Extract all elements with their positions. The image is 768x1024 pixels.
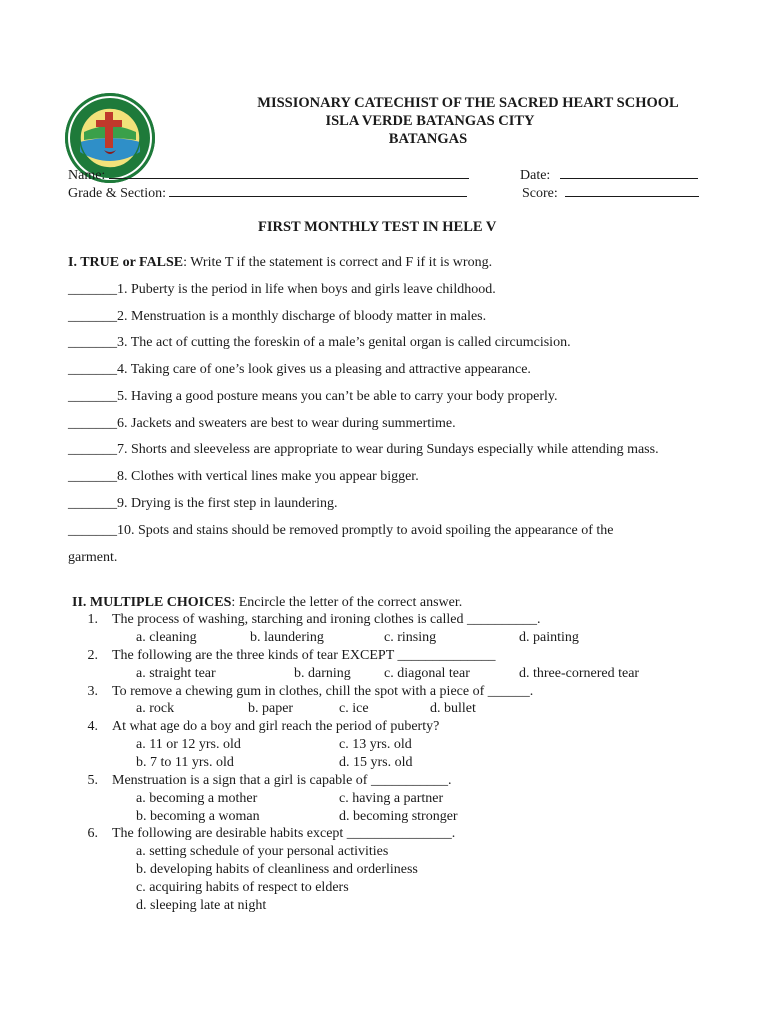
answer-blank[interactable]: _______ [68, 496, 117, 511]
q6-option-d[interactable]: d. sleeping late at night [136, 898, 267, 913]
name-field[interactable] [109, 166, 469, 179]
question-number: 5. [87, 773, 98, 788]
q3-option-a[interactable]: a. rock [136, 701, 175, 716]
q5-option-d[interactable]: d. becoming stronger [339, 809, 458, 824]
q3-option-b[interactable]: b. paper [248, 701, 294, 716]
part1-instruction: : Write T if the statement is correct and F if it is wrong. [183, 255, 493, 270]
tf-item-text: 5. Having a good posture means you can’t be able to carry your body properly. [117, 389, 558, 404]
q6-option-c[interactable]: c. acquiring habits of respect to elders [136, 880, 349, 895]
tf-item-4[interactable] [68, 362, 531, 378]
q1-option-d[interactable]: d. painting [519, 630, 579, 645]
date-field-row [520, 166, 698, 184]
question-number: 1. [87, 612, 98, 627]
q6-option-b[interactable]: b. developing habits of cleanliness and orderliness [136, 862, 418, 877]
mc-question-2 [76, 648, 496, 664]
answer-blank[interactable]: _______ [68, 442, 117, 457]
mc-question-5 [76, 773, 451, 789]
answer-blank[interactable]: _______ [68, 282, 117, 297]
part2-label: II. MULTIPLE CHOICES [72, 595, 232, 610]
question-number: 6. [87, 826, 98, 841]
q2-option-b[interactable]: b. darning [294, 666, 351, 681]
tf-item-6[interactable] [68, 416, 456, 432]
question-text: The following are the three kinds of tear EXCEPT ______________ [112, 648, 496, 663]
q4-option-a[interactable]: a. 11 or 12 yrs. old [136, 737, 241, 752]
question-number: 4. [87, 719, 98, 734]
grade-label: Grade & Section: [68, 186, 166, 201]
tf-item-text: 6. Jackets and sweaters are best to wear during summertime. [117, 416, 456, 431]
answer-blank[interactable]: _______ [68, 335, 117, 350]
name-label: Name: [68, 168, 106, 183]
mc-question-6 [76, 826, 455, 842]
date-label: Date: [520, 168, 551, 183]
q4-option-c[interactable]: c. 13 yrs. old [339, 737, 412, 752]
q2-option-d[interactable]: d. three-cornered tear [519, 666, 640, 681]
tf-item-text: 8. Clothes with vertical lines make you appear bigger. [117, 469, 419, 484]
date-field[interactable] [560, 166, 698, 179]
q3-option-d[interactable]: d. bullet [430, 701, 476, 716]
tf-item-text: 2. Menstruation is a monthly discharge of bloody matter in males. [117, 309, 487, 324]
tf-item-text: 3. The act of cutting the foreskin of a male’s genital organ is called circumcision. [117, 335, 571, 350]
tf-item-10[interactable] [68, 523, 614, 539]
answer-blank[interactable]: _______ [68, 523, 117, 538]
answer-blank[interactable]: _______ [68, 469, 117, 484]
q4-option-b[interactable]: b. 7 to 11 yrs. old [136, 755, 234, 770]
question-text: To remove a chewing gum in clothes, chill the spot with a piece of ______. [112, 684, 534, 699]
q2-option-a[interactable]: a. straight tear [136, 666, 216, 681]
school-address: ISLA VERDE BATANGAS CITY [325, 113, 535, 129]
tf-item-3[interactable] [68, 335, 571, 351]
answer-blank[interactable]: _______ [68, 362, 117, 377]
tf-item-8[interactable] [68, 469, 419, 485]
tf-item-5[interactable] [68, 389, 558, 405]
score-field-row [522, 184, 699, 202]
tf-item-text: 7. Shorts and sleeveless are appropriate to wear during Sundays especially while attending mass. [117, 442, 659, 457]
question-text: Menstruation is a sign that a girl is capable of ___________. [112, 773, 452, 788]
tf-item-10-continued: garment. [68, 550, 118, 565]
tf-item-7[interactable] [68, 442, 659, 458]
q1-option-c[interactable]: c. rinsing [384, 630, 437, 645]
q1-option-a[interactable]: a. cleaning [136, 630, 197, 645]
part2-heading [72, 595, 462, 611]
q4-option-d[interactable]: d. 15 yrs. old [339, 755, 413, 770]
name-field-row [68, 166, 469, 184]
mc-question-3 [76, 684, 533, 700]
answer-blank[interactable]: _______ [68, 389, 117, 404]
q2-option-c[interactable]: c. diagonal tear [384, 666, 470, 681]
school-province: BATANGAS [388, 131, 468, 147]
score-field[interactable] [565, 184, 699, 197]
part2-instruction: : Encircle the letter of the correct answer. [231, 595, 463, 610]
question-text: At what age do a boy and girl reach the period of puberty? [112, 719, 440, 734]
q5-option-a[interactable]: a. becoming a mother [136, 791, 258, 806]
tf-item-text: 4. Taking care of one’s look gives us a pleasing and attractive appearance. [117, 362, 531, 377]
answer-blank[interactable]: _______ [68, 416, 117, 431]
mc-question-1 [76, 612, 540, 628]
q5-option-b[interactable]: b. becoming a woman [136, 809, 260, 824]
question-number: 2. [87, 648, 98, 663]
question-text: The following are desirable habits except _______________. [112, 826, 456, 841]
question-text: The process of washing, starching and ironing clothes is called __________. [112, 612, 541, 627]
part1-label: I. TRUE or FALSE [68, 255, 184, 270]
grade-field[interactable] [169, 184, 467, 197]
tf-item-1[interactable] [68, 282, 496, 298]
answer-blank[interactable]: _______ [68, 309, 117, 324]
tf-item-text: 1. Puberty is the period in life when boys and girls leave childhood. [117, 282, 496, 297]
score-label: Score: [522, 186, 558, 201]
part1-heading [68, 255, 492, 271]
q6-option-a[interactable]: a. setting schedule of your personal activities [136, 844, 389, 859]
question-number: 3. [87, 684, 98, 699]
tf-item-text: 10. Spots and stains should be removed promptly to avoid spoiling the appearance of the [117, 523, 614, 538]
tf-item-text: 9. Drying is the first step in laundering. [117, 496, 338, 511]
mc-question-4 [76, 719, 439, 735]
q1-option-b[interactable]: b. laundering [250, 630, 324, 645]
grade-field-row [68, 184, 467, 202]
tf-item-2[interactable] [68, 309, 486, 325]
school-name: MISSIONARY CATECHIST OF THE SACRED HEART SCHOOL [257, 95, 679, 111]
tf-item-9[interactable] [68, 496, 337, 512]
q3-option-c[interactable]: c. ice [339, 701, 369, 716]
test-title: FIRST MONTHLY TEST IN HELE V [258, 219, 497, 235]
q5-option-c[interactable]: c. having a partner [339, 791, 444, 806]
